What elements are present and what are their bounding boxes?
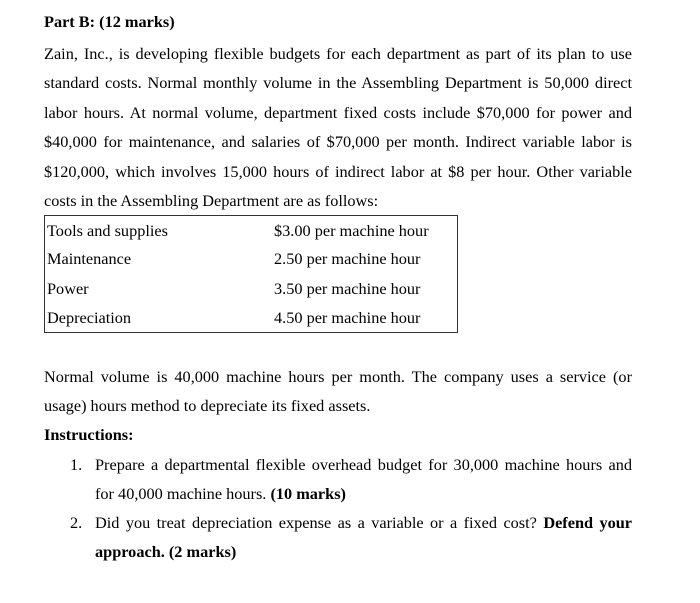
item-text: Prepare a departmental flexible overhead budget for 30,000 machine hours and for 40,000 machine hours. (10 marks) <box>95 455 632 504</box>
part-heading: Part B: (12 marks) <box>44 12 175 31</box>
table-row <box>45 244 457 273</box>
item-number: 2. <box>70 513 83 532</box>
table-row <box>45 303 457 332</box>
cost-name: Power <box>47 279 89 298</box>
item-bold-text: (10 marks) <box>270 484 346 504</box>
cost-rate: $3.00 per machine hour <box>274 221 429 240</box>
instructions-title: Instructions: <box>44 425 134 444</box>
table-row <box>45 274 457 303</box>
cost-name: Tools and supplies <box>47 221 168 240</box>
table-row <box>45 216 457 245</box>
cost-rate: 4.50 per machine hour <box>274 308 421 327</box>
intro-paragraph: Zain, Inc., is developing flexible budgets for each department as part of its plan to use standard costs. Normal monthly volume in the Assembling Department is 50,000 direct labor hours. At normal volume, department fixed costs include $70,000 for power and $40,000 for maintenance, and salaries of $70,000 per month. Indirect variable labor is $120,000, which involves 15,000 hours of indirect labor at $8 per hour. Other variable costs in the Assembling Department are as follows: <box>44 44 632 211</box>
cost-name: Depreciation <box>47 308 132 327</box>
cost-name: Maintenance <box>47 249 132 268</box>
item-number: 1. <box>70 455 83 474</box>
normal-volume-paragraph: Normal volume is 40,000 machine hours per month. The company uses a service (or usage) hours method to depreciate its fixed assets. <box>44 367 632 416</box>
cost-rate: 3.50 per machine hour <box>274 279 421 298</box>
item-text: Did you treat depreciation expense as a variable or a fixed cost? Defend your approach. (2 marks) <box>95 513 633 562</box>
cost-rate: 2.50 per machine hour <box>274 249 421 268</box>
variable-cost-table <box>44 215 458 333</box>
item-bold-text: Defend your approach. (2 marks) <box>95 513 633 562</box>
